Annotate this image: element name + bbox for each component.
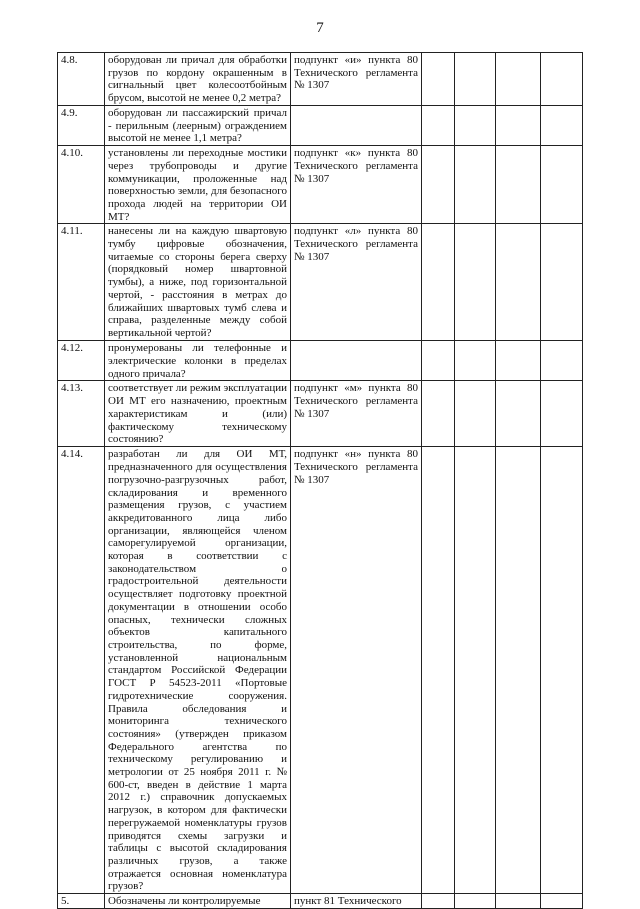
comment-cell	[541, 894, 583, 909]
answer-no-cell	[455, 53, 496, 106]
answer-yes-cell	[422, 53, 455, 106]
table-row	[58, 894, 583, 909]
answer-yes-cell	[422, 447, 455, 894]
reference-cell: подпункт «и» пункта 80 Технического регламента № 1307	[291, 53, 422, 106]
reference-cell	[291, 341, 422, 381]
row-number: 4.11.	[58, 224, 105, 341]
row-number: 4.10.	[58, 146, 105, 224]
answer-yes-cell	[422, 224, 455, 341]
answer-no-cell	[455, 894, 496, 909]
comment-cell	[541, 53, 583, 106]
page-number: 7	[316, 20, 324, 36]
answer-yes-cell	[422, 341, 455, 381]
answer-no-cell	[455, 146, 496, 224]
reference-cell: пункт 81 Технического	[291, 894, 422, 909]
row-number: 4.8.	[58, 53, 105, 106]
question-cell: Обозначены ли контролируемые	[105, 894, 291, 909]
comment-cell	[541, 341, 583, 381]
table-row	[58, 106, 583, 146]
answer-na-cell	[496, 146, 541, 224]
answer-no-cell	[455, 381, 496, 447]
comment-cell	[541, 447, 583, 894]
question-cell: оборудован ли причал для обработки грузов по кордону окрашенным в сигнальный цвет колесоотбойным брусом, высотой не менее 0,2 метра?	[105, 53, 291, 106]
row-number: 4.9.	[58, 106, 105, 146]
answer-no-cell	[455, 224, 496, 341]
question-cell: пронумерованы ли телефонные и электрические колонки в пределах одного причала?	[105, 341, 291, 381]
row-number: 4.13.	[58, 381, 105, 447]
answer-yes-cell	[422, 381, 455, 447]
row-number: 5.	[58, 894, 105, 909]
answer-na-cell	[496, 341, 541, 381]
comment-cell	[541, 381, 583, 447]
reference-cell	[291, 106, 422, 146]
reference-cell: подпункт «н» пункта 80 Технического регламента № 1307	[291, 447, 422, 894]
question-cell: установлены ли переходные мостики через трубопроводы и другие коммуникации, проложенные над поверхностью земли, для безопасного прохода людей на территории ОИ МТ?	[105, 146, 291, 224]
comment-cell	[541, 224, 583, 341]
comment-cell	[541, 106, 583, 146]
reference-cell: подпункт «м» пункта 80 Технического регламента № 1307	[291, 381, 422, 447]
table-row	[58, 381, 583, 447]
row-number: 4.12.	[58, 341, 105, 381]
comment-cell	[541, 146, 583, 224]
answer-na-cell	[496, 381, 541, 447]
question-cell: нанесены ли на каждую швартовую тумбу цифровые обозначения, читаемые со стороны берега сверху (порядковый номер швартовной тумбы), а ниже, под горизонтальной чертой, - расстояния в метрах до ближайших швартовых тумб слева и справа, разделенные между собой вертикальной чертой?	[105, 224, 291, 341]
checklist-table	[57, 52, 583, 909]
answer-no-cell	[455, 106, 496, 146]
answer-na-cell	[496, 447, 541, 894]
table-row	[58, 224, 583, 341]
answer-no-cell	[455, 341, 496, 381]
answer-yes-cell	[422, 894, 455, 909]
answer-na-cell	[496, 106, 541, 146]
table-row	[58, 341, 583, 381]
answer-yes-cell	[422, 106, 455, 146]
answer-na-cell	[496, 53, 541, 106]
table-row	[58, 146, 583, 224]
answer-na-cell	[496, 894, 541, 909]
table-row	[58, 447, 583, 894]
answer-no-cell	[455, 447, 496, 894]
answer-yes-cell	[422, 146, 455, 224]
question-cell: разработан ли для ОИ МТ, предназначенного для осуществления погрузочно-разгрузочных работ, складирования и временного размещения грузов, с участием аккредитованного лица либо организации, являющейся членом саморегулируемой организации, которая в соответствии с законодательством о градостроительной деятельности осуществляет подготовку проектной документации в отношении особо опасных, технически сложных объектов капитального строительства, по форме, установленной национальным стандартом Российской Федерации ГОСТ Р 54523-2011 «Портовые гидротехнические сооружения. Правила обследования и мониторинга технического состояния» (утвержден приказом Федерального агентства по техническому регулированию и метрологии от 25 ноября 2011 г. № 600-ст, введен в действие 1 марта 2012 г.) справочник допускаемых нагрузок, в котором для фактически перегружаемой номенклатуры грузов приводятся схемы загрузки и таблицы с высотой складирования различных грузов, а также отражается основная номенклатура грузов?	[105, 447, 291, 894]
question-cell: соответствует ли режим эксплуатации ОИ МТ его назначению, проектным характеристикам и (или) фактическому техническому состоянию?	[105, 381, 291, 447]
row-number: 4.14.	[58, 447, 105, 894]
reference-cell: подпункт «к» пункта 80 Технического регламента № 1307	[291, 146, 422, 224]
answer-na-cell	[496, 224, 541, 341]
question-cell: оборудован ли пассажирский причал - перильным (леерным) ограждением высотой не менее 1,1 метра?	[105, 106, 291, 146]
table-row	[58, 53, 583, 106]
reference-cell: подпункт «л» пункта 80 Технического регламента № 1307	[291, 224, 422, 341]
